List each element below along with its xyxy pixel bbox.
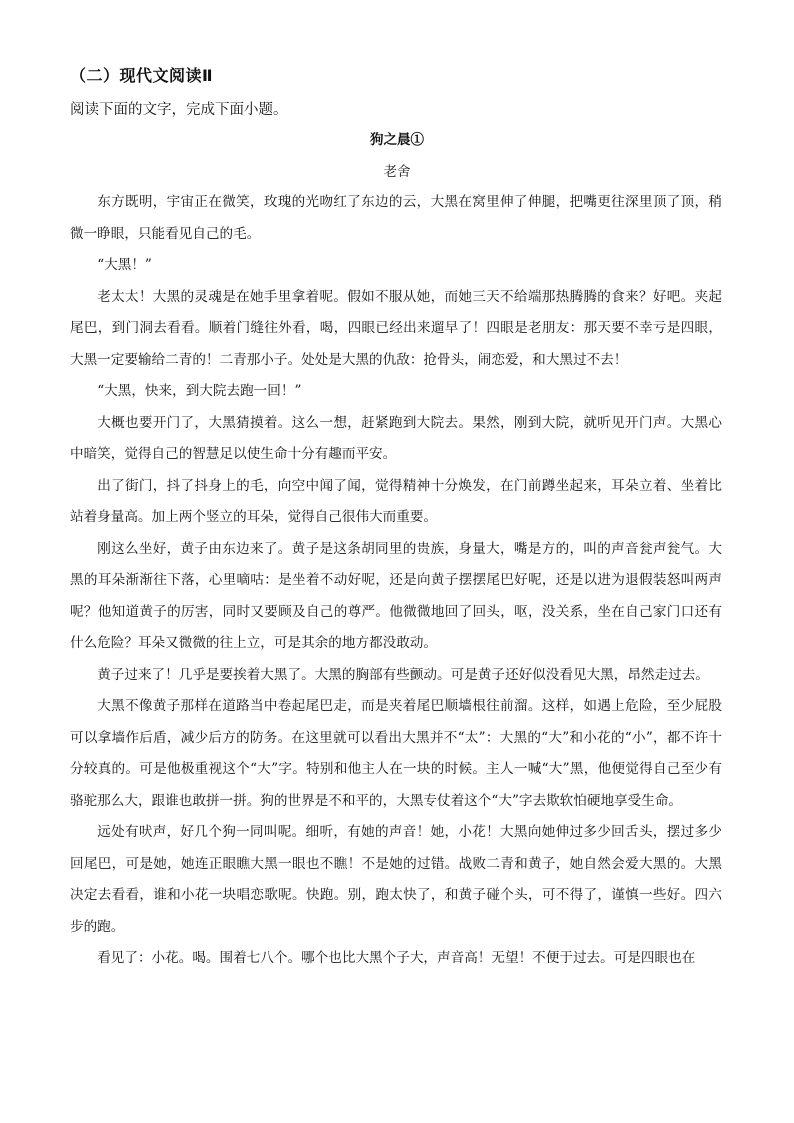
story-paragraph: 大黑不像黄子那样在道路当中卷起尾巴走，而是夹着尾巴顺墙根往前溜。这样，如遇上危险，至少屁股可以拿墙作后盾，减少后方的防务。在这里就可以看出大黑并不“太”：大黑的“大”和小花的“小”，都不许十分较真的。可是他极重视这个“大”字。特别和他主人在一块的时候。主人一喊“大”黑，他便觉得自己至少有骆驼那么大，跟谁也敢拼一拼。狗的世界是不和平的，大黑专仗着这个“大”字去欺软怕硬地享受生命。 bbox=[70, 698, 722, 809]
section-title: （二）现代文阅读Ⅱ bbox=[70, 66, 214, 85]
story-paragraph: 出了街门，抖了抖身上的毛，向空中闻了闻，觉得精神十分焕发，在门前蹲坐起来，耳朵立着、坐着比站着身量高。加上两个竖立的耳朵，觉得自己很伟大而重要。 bbox=[70, 477, 722, 525]
story-paragraph: 看见了：小花。喝。围着七八个。哪个也比大黑个子大，声音高！无望！不便于过去。可是四眼也在 bbox=[97, 950, 696, 966]
story-body bbox=[70, 187, 722, 975]
story-title: 狗之晨① bbox=[370, 132, 424, 148]
story-paragraph: “大黑！” bbox=[97, 257, 152, 273]
reading-instruction: 阅读下面的文字，完成下面小题。 bbox=[70, 102, 288, 118]
story-paragraph: 大概也要开门了，大黑猜摸着。这么一想，赶紧跑到大院去。果然，刚到大院，就听见开门声。大黑心中暗笑，觉得自己的智慧足以使生命十分有趣而平安。 bbox=[70, 414, 722, 462]
story-paragraph: 黄子过来了！几乎是要挨着大黑了。大黑的胸部有些颤动。可是黄子还好似没看见大黑，昂然走过去。 bbox=[97, 666, 709, 683]
story-paragraph: 东方既明，宇宙正在微笑，玫瑰的光吻红了东边的云，大黑在窝里伸了伸腿，把嘴更往深里顶了顶，稍微一睁眼，只能看见自己的毛。 bbox=[70, 194, 722, 242]
story-author: 老舍 bbox=[383, 164, 411, 180]
story-paragraph: “大黑，快来，到大院去跑一回！” bbox=[97, 383, 302, 399]
story-paragraph: 远处有吠声，好几个狗一同叫呢。细听，有她的声音！她，小花！大黑向她伸过多少回舌头，摆过多少回尾巴，可是她，她连正眼瞧大黑一眼也不瞧！不是她的过错。战败二青和黄子，她自然会爱大黑的。大黑决定去看看，谁和小花一块唱恋歌呢。快跑。别，跑太快了，和黄子碰个头，可不得了，谨慎一些好。四六步的跑。 bbox=[70, 824, 722, 935]
story-paragraph: 老太太！大黑的灵魂是在她手里拿着呢。假如不服从她，而她三天不给端那热腾腾的食来？好吧。夹起尾巴，到门洞去看看。顺着门缝往外看，喝，四眼已经出来遛早了！四眼是老朋友：那天要不幸亏是四眼，大黑一定要输给二青的！二青那小子。处处是大黑的仇敌：抢骨头，闹恋爱，和大黑过不去！ bbox=[70, 288, 722, 368]
story-paragraph: 刚这么坐好，黄子由东边来了。黄子是这条胡同里的贵族，身量大，嘴是方的，叫的声音瓮声瓮气。大黑的耳朵渐渐往下落，心里嘀咕：是坐着不动好呢，还是向黄子摆摆尾巴好呢，还是以进为退假装怒叫两声呢？他知道黄子的厉害，同时又要顾及自己的尊严。他微微地回了回头，呕，没关系，坐在自己家门口还有什么危险？耳朵又微微的往上立，可是其余的地方都没敢动。 bbox=[70, 540, 722, 651]
